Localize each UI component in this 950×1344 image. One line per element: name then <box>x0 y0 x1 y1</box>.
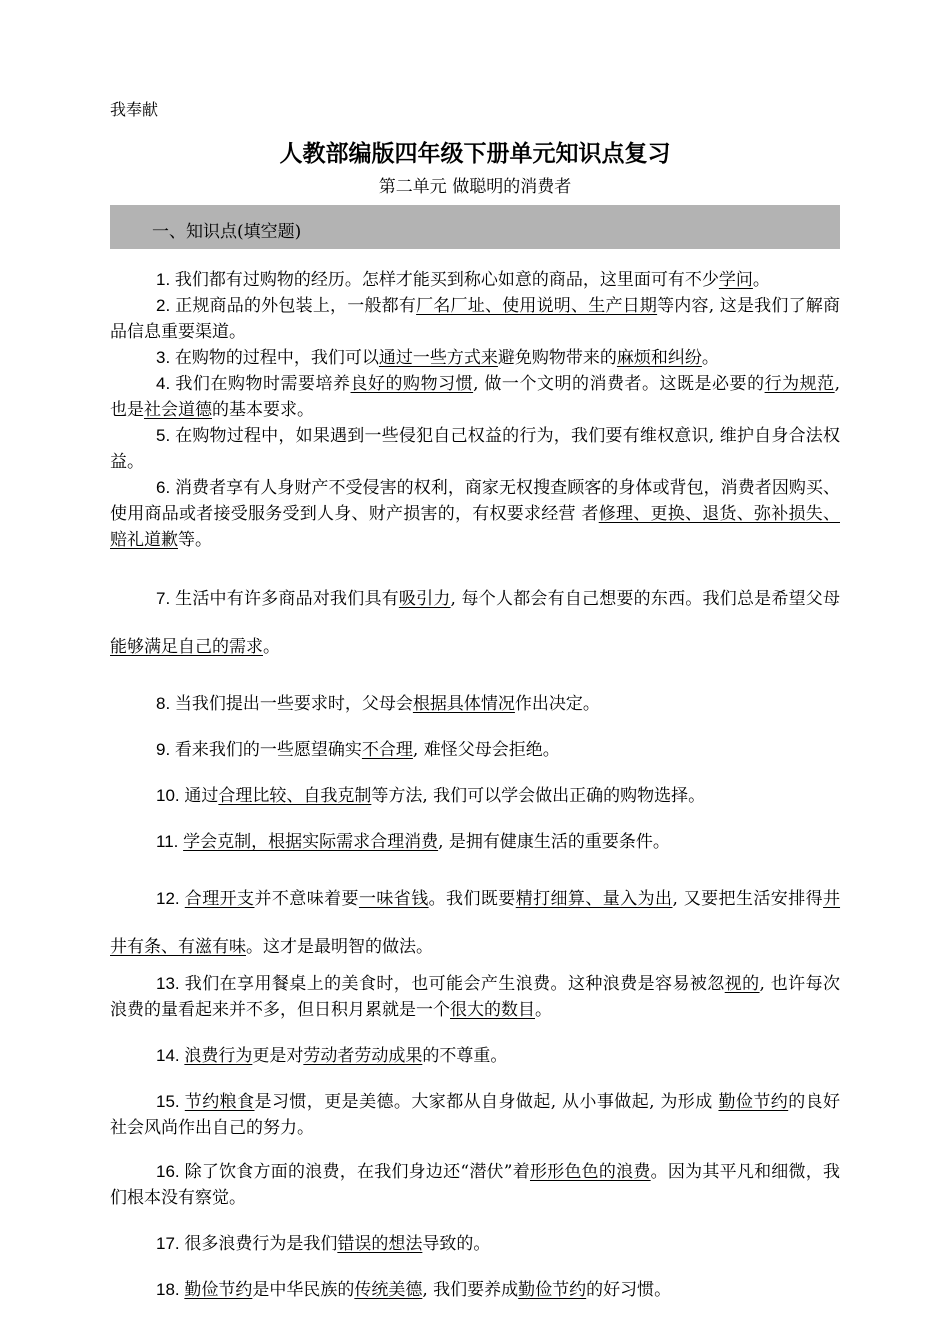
item-number: 4. <box>156 374 176 393</box>
answer-blank: 很大的数目 <box>450 1000 535 1020</box>
item-text: 是中华民族的 <box>252 1280 355 1300</box>
list-item <box>110 737 840 763</box>
list-item <box>110 875 840 971</box>
item-number: 17. <box>156 1234 185 1253</box>
answer-blank: 根据具体情况 <box>412 694 515 714</box>
answer-blank: 良好的购物习惯 <box>350 374 474 394</box>
item-text: 等。 <box>178 530 212 550</box>
item-number: 14. <box>156 1046 185 1065</box>
item-number: 16. <box>156 1162 185 1181</box>
item-text: , 难怪父母会拒绝。 <box>412 740 560 760</box>
answer-blank: 勤俭节约 <box>718 1092 789 1112</box>
item-number: 8. <box>156 694 175 713</box>
answer-blank: 学会克制，根据实际需求合理消费 <box>183 832 439 852</box>
item-text: , 每个人都会有自己想要的东西。我们总是希望父母 <box>450 589 841 609</box>
item-text: 的基本要求。 <box>212 400 314 420</box>
item-text: 我们在享用餐桌上的美食时，也可能会产生浪费。这种浪费是容易被忽 <box>184 974 725 994</box>
list-item <box>110 1277 840 1303</box>
answer-blank: 吸引力 <box>398 589 451 609</box>
list-item <box>110 1043 840 1069</box>
answer-blank: 节约粮食 <box>184 1092 255 1112</box>
item-text: 的好习惯。 <box>586 1280 672 1300</box>
list-item <box>110 691 840 717</box>
list-item <box>110 371 840 423</box>
item-text: 作出决定。 <box>514 694 600 714</box>
answer-blank: 井井有条、有滋有味 <box>110 889 841 957</box>
list-item <box>110 971 840 1023</box>
list-item <box>110 1089 840 1141</box>
item-text: 。 <box>263 637 280 657</box>
item-text: 等内容, 这是我们了解商品信息重要渠道。 <box>110 296 841 342</box>
answer-blank: 错误的想法 <box>337 1234 423 1254</box>
list-item <box>110 575 840 671</box>
answer-blank: 麻烦和纠纷 <box>616 348 702 368</box>
item-number: 5. <box>156 426 176 445</box>
item-number: 12. <box>156 889 185 908</box>
answer-blank: 修理、更换、退货、弥补损失、赔礼道歉 <box>110 504 840 550</box>
answer-blank: 合理比较、自我克制 <box>218 786 372 806</box>
answer-blank: 合理开支 <box>184 889 255 909</box>
item-text: 的不尊重。 <box>422 1046 508 1066</box>
item-text: 。 <box>535 1000 552 1020</box>
answer-blank: 形形色色的浪费 <box>529 1162 651 1182</box>
unit-subtitle: 第二单元 做聪明的消费者 <box>378 177 572 197</box>
contributor-label: 我奉献 <box>110 100 159 119</box>
item-text: 通过 <box>184 786 219 806</box>
answer-blank: 行为规范 <box>764 374 835 394</box>
answer-blank: 浪费行为 <box>184 1046 253 1066</box>
list-item <box>110 345 840 371</box>
item-text: 正规商品的外包装上，一般都有 <box>175 296 417 316</box>
item-text: , 也是 <box>110 374 841 420</box>
list-item <box>110 783 840 809</box>
answer-blank: 精打细算、量入为出 <box>515 889 673 909</box>
answer-blank: 传统美德 <box>354 1280 423 1300</box>
item-text: 的良好社会风尚作出自己的努力。 <box>110 1092 841 1138</box>
item-number: 1. <box>156 270 175 289</box>
section-heading: 一、知识点(填空题) <box>110 205 840 249</box>
item-text: , 我们要养成 <box>422 1280 519 1300</box>
list-item <box>110 475 840 553</box>
item-text: , 又要把生活安排得 <box>672 889 824 909</box>
item-text: 。因为其平凡和细微，我们根本没有察觉。 <box>110 1162 841 1208</box>
item-text: , 是拥有健康生活的重要条件。 <box>438 832 670 852</box>
item-number: 15. <box>156 1092 185 1111</box>
knowledge-list <box>110 267 840 1303</box>
item-text: 避免购物带来的 <box>497 348 617 368</box>
answer-blank: 勤俭节约 <box>518 1280 587 1300</box>
item-text: 。 <box>752 270 770 290</box>
item-text: 。我们既要 <box>428 889 516 909</box>
list-item <box>110 829 840 855</box>
list-item <box>110 267 840 293</box>
item-number: 10. <box>156 786 185 805</box>
answer-blank: 能够满足自己的需求 <box>110 637 263 657</box>
item-number: 2. <box>156 296 176 315</box>
list-item <box>110 293 840 345</box>
answer-blank: 社会道德 <box>144 400 212 420</box>
item-text: 是习惯，更是美德。大家都从自身做起, 从小事做起, 为形成 <box>254 1092 719 1112</box>
item-text: 我们都有过购物的经历。怎样才能买到称心如意的商品，这里面可有不少 <box>174 270 719 290</box>
list-item <box>110 423 840 475</box>
item-text: 看来我们的一些愿望确实 <box>174 740 362 760</box>
item-number: 13. <box>156 974 185 993</box>
item-text: 消费者享有人身财产不受侵害的权利，商家无权搜查顾客的身体或背包，消费者因购买、使用商品或者接受服务受到人身、财产损害的，有权要求经营 者 <box>110 478 841 524</box>
answer-blank: 学问 <box>718 270 753 290</box>
list-item <box>110 1159 840 1211</box>
item-text: 在购物的过程中，我们可以 <box>174 348 379 368</box>
answer-blank: 不合理 <box>361 740 413 760</box>
item-number: 9. <box>156 740 175 759</box>
item-text: 并不意味着要 <box>254 889 359 909</box>
item-text: 除了饮食方面的浪费，在我们身边还“潜伏”着 <box>184 1162 530 1182</box>
item-text: 更是对 <box>252 1046 304 1066</box>
item-text: , 做一个文明的消费者。这既是必要的 <box>473 374 765 394</box>
item-text: 我们在购物时需要培养 <box>175 374 351 394</box>
item-number: 11. <box>156 832 184 851</box>
item-number: 3. <box>156 348 175 367</box>
item-text: 等方法, 我们可以学会做出正确的购物选择。 <box>371 786 706 806</box>
item-number: 7. <box>156 589 176 608</box>
answer-blank: 厂名厂址、使用说明、生产日期 <box>416 296 658 316</box>
item-number: 6. <box>156 478 175 497</box>
document-page <box>110 96 840 1303</box>
list-item <box>110 1231 840 1257</box>
item-number: 18. <box>156 1280 185 1299</box>
answer-blank: 勤俭节约 <box>184 1280 253 1300</box>
item-text: 。 <box>701 348 719 368</box>
item-text: 导致的。 <box>422 1234 491 1254</box>
page-title: 人教部编版四年级下册单元知识点复习 <box>279 141 671 167</box>
item-text: 当我们提出一些要求时，父母会 <box>174 694 413 714</box>
item-text: 很多浪费行为是我们 <box>184 1234 338 1254</box>
answer-blank: 劳动者劳动成果 <box>303 1046 423 1066</box>
item-text: , 也许每次浪费的量看起来并不多，但日积月累就是一个 <box>110 974 841 1020</box>
item-text: 生活中有许多商品对我们具有 <box>175 589 399 609</box>
item-text: 。这才是最明智的做法。 <box>246 937 433 957</box>
answer-blank: 视的 <box>724 974 760 994</box>
answer-blank: 通过一些方式来 <box>378 348 498 368</box>
answer-blank: 一味省钱 <box>358 889 429 909</box>
item-text: 在购物过程中，如果遇到一些侵犯自己权益的行为，我们要有维权意识, 维护自身合法权益。 <box>110 426 840 472</box>
